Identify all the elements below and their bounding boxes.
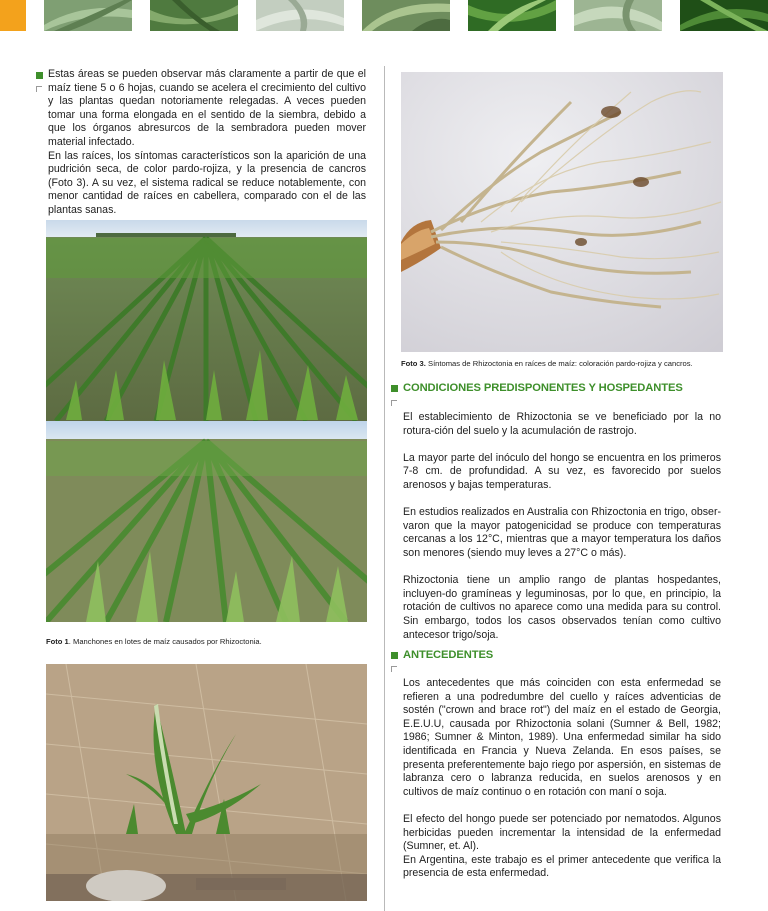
photo-3-label: Foto 3.: [401, 359, 426, 368]
section-1-paragraph-4: Rhizoctonia tiene un amplio rango de plantas hospedantes, incluyen-do gramíneas y leguminosas, por lo que, en principio, la rotación de cultivos no aparece como una medida para su control. Sin embargo, todos los casos observados tenían como cultivo antecesor trigo/soja.: [403, 574, 721, 641]
leaf-thumbnail: [468, 0, 556, 31]
leaf-thumbnail: [574, 0, 662, 31]
corner-mark: [391, 666, 397, 672]
section-2-paragraph-2: El efecto del hongo puede ser potenciado por nematodos. Algunos herbicidas pueden incrementar la intensidad de la enfermedad (Sumner, et. Al).: [403, 812, 721, 853]
photo-3-caption: [401, 359, 693, 368]
photo-corn-field-1: [46, 220, 367, 421]
section-2-paragraph-3: En Argentina, este trabajo es el primer antecedente que verifica la presencia de esta enfermedad.: [403, 853, 721, 880]
section-2-bullet: [391, 652, 398, 659]
photo-corn-field-2: [46, 421, 367, 622]
leaf-thumbnail: [44, 0, 132, 31]
section-1-heading: CONDICIONES PREDISPONENTES Y HOSPEDANTES: [403, 382, 683, 394]
leaf-thumbnail: [256, 0, 344, 31]
corner-mark: [36, 86, 42, 92]
section-2-body: [403, 677, 721, 881]
section-1-bullet: [391, 385, 398, 392]
leaf-thumbnail: [680, 0, 768, 31]
section-2-paragraph-1: Los antecedentes que más coinciden con esta enfermedad se refieren a una podredumbre del cuello y raíces adventicias de sostén ("crown and brace rot") del maíz en el estado de Georgia, E.E.U.U, causada por Rhizoctonia solani (Sumner & Bell, 1982; 1986; Sumner & Minton, 1989). Una enfermedad similar ha sido identificada en Francia y Nueva Zelanda. En esos países, se presenta preferentemente bajo riego por aspersión, en sistemas de labranza cero o labranza reducida, en suelos arenosos y en cultivos de maíz continuo o en rotación con maní o soja.: [403, 677, 721, 798]
section-1-body: [403, 411, 721, 642]
section-2-heading: ANTECEDENTES: [403, 649, 494, 661]
section-1-paragraph-2: La mayor parte del inóculo del hongo se encuentra en los primeros 7-8 cm. de profundidad. A su vez, es favorecido por suelos arenosos y bajas temperaturas.: [403, 451, 721, 491]
header-strip: [0, 0, 768, 31]
section-1-paragraph-1: El establecimiento de Rhizoctonia se ve beneficiado por la no rotura-ción del suelo y la acumulación de rastrojo.: [403, 411, 721, 437]
photo-seedling: [46, 664, 367, 901]
photo-1-label: Foto 1: [46, 637, 69, 646]
intro-paragraph-1: Estas áreas se pueden observar más claramente a partir de que el maíz tiene 5 o 6 hojas, cuando se acelera el crecimiento del cultivo y las plantas quedan notoriamente relegadas. A veces pueden tomar una forma elongada en el sentido de la siembra, debido a que los órganos abresurcos de la sembradora pueden mover material infectado.: [48, 68, 366, 148]
column-divider: [384, 66, 385, 911]
photo-1-caption: [46, 637, 262, 646]
leaf-thumbnail: [362, 0, 450, 31]
bullet-square: [36, 72, 43, 79]
section-1-paragraph-3: En estudios realizados en Australia con Rhizoctonia en trigo, obser-varon que la mayor patogenicidad se produce con temperaturas cercanas a los 12°C, mientras que a mayor temperatura los daños son menores (siendo muy leves a 27°C o más).: [403, 506, 721, 559]
intro-text: [48, 68, 366, 218]
photo-roots: [401, 72, 723, 352]
leaf-thumbnail: [150, 0, 238, 31]
intro-paragraph-2: En las raíces, los síntomas característicos son la aparición de una pudrición seca, de color pardo-rojiza, y la presencia de cancros (Foto 3). A su vez, el sistema radical se reduce notablemente, con menor cantidad de raíces en cabellera, comparado con el de las plantas sanas.: [48, 149, 366, 216]
orange-tab: [0, 0, 26, 31]
photo-3-text: Síntomas de Rhizoctonia en raíces de maíz: coloración pardo-rojiza y cancros.: [425, 359, 693, 368]
photo-1-text: . Manchones en lotes de maíz causados por Rhizoctonia.: [68, 637, 262, 646]
corner-mark: [391, 400, 397, 406]
